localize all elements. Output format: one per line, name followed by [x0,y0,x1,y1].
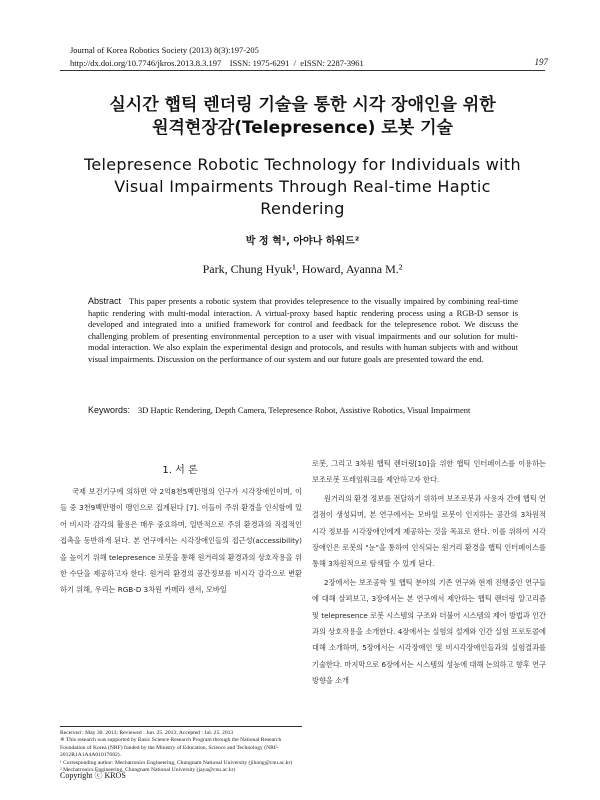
keywords-text: 3D Haptic Rendering, Depth Camera, Telepresence Robot, Assistive Robotics, Visual Impairment [138,405,471,415]
left-column [60,484,302,599]
doi-issn-line: http://dx.doi.org/10.7746/jkros.2013.8.3.197 ISSN: 1975-6291 / eISSN: 2287-3961 [70,58,364,68]
english-title-line-2: Visual Impairments Through Real-time Haptic [114,177,491,196]
abstract-text: This paper presents a robotic system that provides telepresence to the visually impaired by combining real-time haptic rendering with multi-modal interaction. A virtual-proxy based haptic rendering process using a RGB-D sensor is developed and integrated into a unified framework for control and feedback for the telepresence robot. We discuss the challenging problem of presenting environmental perception to a user with visual impairments and our solution for multi-modal interaction. We also explain the experimental design and protocols, and results with human subjects with and without visual impairments. Discussion on the performance of our system and our future goals are presented toward the end. [88,296,518,364]
second-author-note: ² Mechatronics Engineering, Chungnam National University (jaya@cnu.ac.kr) [60,767,236,774]
abstract-block [88,296,518,366]
header-rule [60,70,545,71]
abstract-label: Abstract [88,296,122,306]
keywords-block [88,404,518,416]
right-column [312,456,546,690]
korean-title [60,94,545,140]
body-paragraph: 로봇, 그리고 3차원 햅틱 렌더링[10]을 위한 햅틱 인터페이스를 이용하는 보조로봇 프레임워크를 제안하고자 한다. [312,459,546,485]
funding-note: ※ This research was supported by Basic Science Research Program through the National Research Foundation of Korea (NRF) funded by the Ministry of Education, Science and Technology (NRF-2012R1A1A4A01017682). [60,737,282,759]
english-title-line-3: Rendering [260,199,345,218]
body-paragraph: 원거리의 환경 정보를 전달하기 위하여 보조로봇과 사용자 간에 햅틱 연결점이 생성되며, 본 연구에서는 모바일 로봇이 인지하는 공간의 3차원적 시각 정보를 시각장애인에게 제공하는 것을 목표로 한다. 이를 위하여 시각장애인은 로봇의 "눈"을 통하여 인식되는 원거리 환경을 햅틱 인터페이스를 통해 3차원적으로 탐색할 수 있게 된다. [312,493,546,569]
keywords-label: Keywords: [88,405,131,415]
korean-title-line-2: 원격현장감(Telepresence) 로봇 기술 [152,118,453,138]
received-dates: Received : May 30. 2013; Reviewed : Jun. 25. 2013; Accepted : Jul. 25. 2013 [60,730,234,736]
english-title [60,154,545,220]
korean-authors: 박 정 혁¹, 아야나 하워드² [245,236,360,247]
english-authors: Park, Chung Hyuk¹, Howard, Ayanna M.² [202,262,403,276]
body-paragraph: 2장에서는 보조공학 및 햅틱 분야의 기존 연구와 현재 진행중인 연구들에 대해 살펴보고, 3장에서는 본 연구에서 제안하는 햅틱 렌더링 알고리즘 및 telepresence 로봇 시스템의 구조와 더불어 시스템의 제어 방법과 인간과의 상호작용을 소개한다. 4장에서는 실험의 설계와 인간 실험 프로토콜에 대해 소개하며, 5장에서는 시각장애인 및 비시각장애인들과의 실험결과를 기술한다. 마지막으로 6장에서는 시스템의 성능에 대해 논의하고 향후 연구방향을 소개 [312,577,546,686]
journal-citation-line: Journal of Korea Robotics Society (2013) 8(3):197-205 [70,45,259,55]
corresponding-author-note: ¹ Corresponding author: Mechatronics Engineering, Chungnam National University (jihong@cnu.ac.kr) [60,759,293,766]
english-title-line-1: Telepresence Robotic Technology for Individuals with [84,155,521,174]
journal-header [70,44,364,70]
body-paragraph: 국제 보건기구에 의하면 약 2억8천5백만명의 인구가 시각장애인이며, 이들 중 3천9백만명이 맹인으로 집계된다 [7]. 이들이 주위 환경을 인식함에 있어 비시각 감각의 활용은 매우 중요하며, 일반적으로 주위 환경과의 직접적인 접촉을 동반하게 된다. 본 연구에서는 시각장애인들의 접근성(accessibility)을 높이기 위해 telepresence 로봇을 통해 원거리의 환경과의 상호작용을 위한 수단을 제공하고자 한다. 원거리 환경의 공간정보를 비시각 감각으로 변환하기 위해, 우리는 RGB-D 3차원 카메라 센서, 모바일 [60,487,302,595]
copyright: Copyright ⓒ KROS [60,771,126,780]
page-number: 197 [534,57,548,67]
korean-title-line-1: 실시간 햅틱 렌더링 기술을 통한 시각 장애인을 위한 [109,95,496,115]
footnote-rule [60,726,302,727]
footnotes [60,730,302,774]
section-title: 1. 서 론 [162,465,198,476]
